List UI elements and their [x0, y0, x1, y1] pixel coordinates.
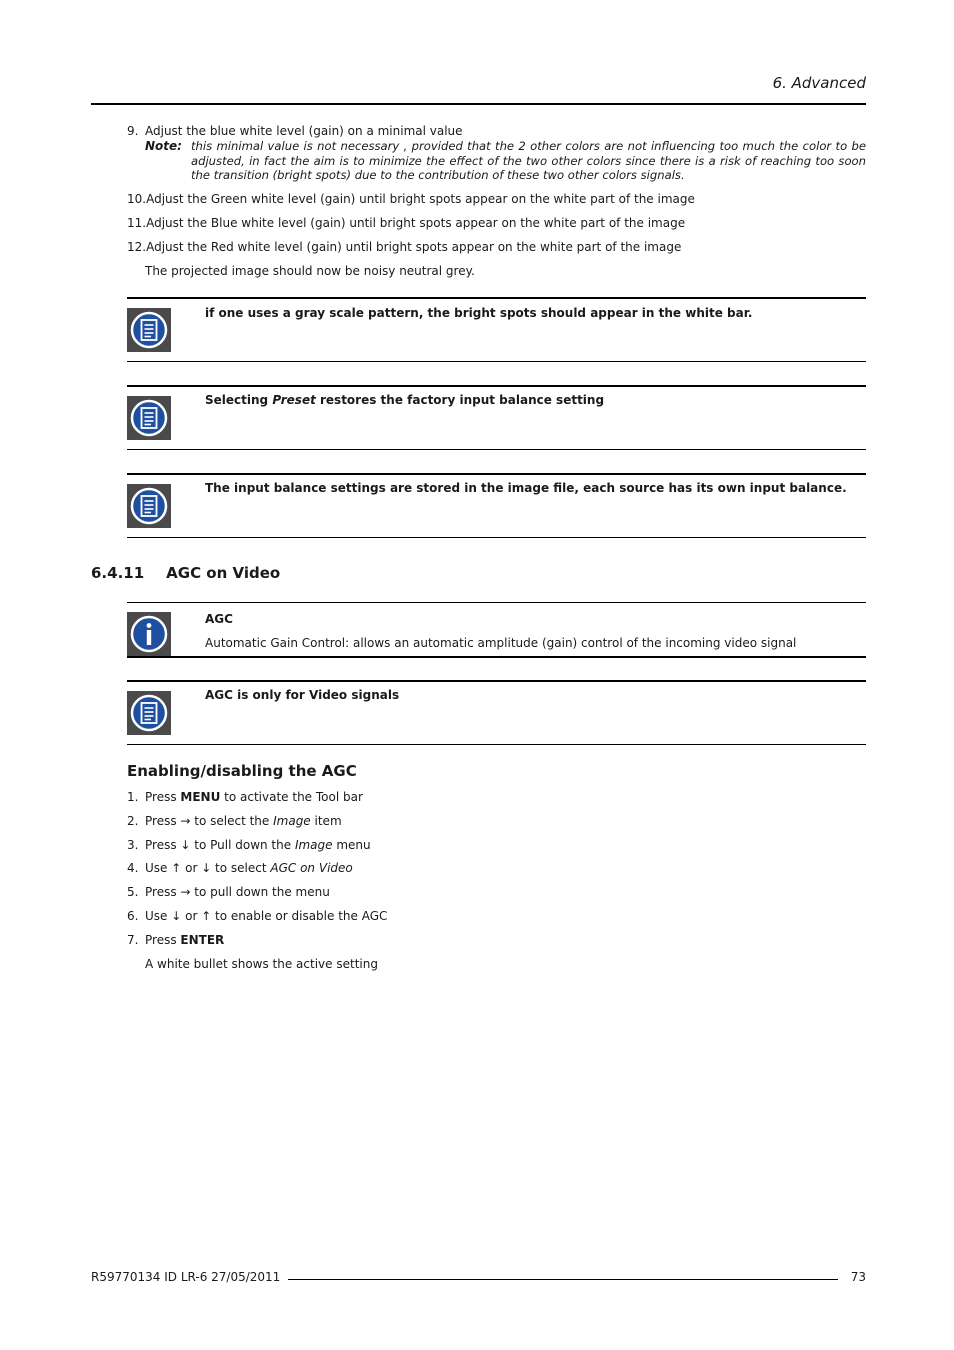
- agc-step: [127, 861, 353, 875]
- step-text: Adjust the Red white level (gain) until bright spots appear on the white part of the image: [146, 240, 682, 254]
- notice-top-rule: [127, 680, 866, 682]
- notice-bottom-rule: [127, 449, 866, 450]
- info-term: AGC: [205, 612, 233, 626]
- agc-step: [127, 933, 224, 947]
- section-title: AGC on Video: [166, 564, 281, 582]
- step-text: Adjust the blue white level (gain) on a minimal value: [145, 124, 463, 138]
- notice-text: [205, 393, 604, 407]
- notice-text: The input balance settings are stored in the image file, each source has its own input balance.: [205, 481, 847, 495]
- menu-item-name: Image: [294, 838, 333, 852]
- step-number: 7.: [127, 933, 139, 947]
- step-text: Adjust the Green white level (gain) until bright spots appear on the white part of the image: [146, 192, 695, 206]
- result-text: The projected image should now be noisy neutral grey.: [145, 264, 475, 278]
- info-definition: Automatic Gain Control: allows an automatic amplitude (gain) control of the incoming video signal: [205, 636, 797, 650]
- section-heading: [91, 564, 280, 582]
- section-number: 6.4.11: [91, 564, 145, 582]
- agc-step: [127, 790, 363, 804]
- menu-item-name: Image: [273, 814, 311, 828]
- step-number: 6.: [127, 909, 139, 923]
- notice-text-part: Selecting: [205, 393, 273, 407]
- document-note-icon: [127, 484, 171, 528]
- notice-text-part: restores the factory input balance setting: [315, 393, 605, 407]
- info-icon: [127, 612, 171, 656]
- document-note-icon: [127, 308, 171, 352]
- step-number: 10.: [127, 192, 147, 206]
- note-text: this minimal value is not necessary , provided that the 2 other colors are not influencing too much the color to be adjusted, in fact the aim is to minimize the effect of the two other colors since there is a risk of reaching too soon the transition (bright spots) due to the contribution of these two other colors signals.: [191, 139, 866, 183]
- step-11: [127, 216, 685, 230]
- step-number: 12.: [127, 240, 147, 254]
- key-name: ENTER: [180, 933, 225, 947]
- footer-rule: [288, 1279, 838, 1280]
- step-text: Press: [145, 933, 181, 947]
- agc-step: [127, 909, 387, 923]
- page-number: 73: [850, 1270, 866, 1284]
- notice-text: if one uses a gray scale pattern, the bright spots should appear in the white bar.: [205, 306, 753, 320]
- step-text: to activate the Tool bar: [220, 790, 363, 804]
- step-text: Press: [145, 790, 181, 804]
- info-top-rule: [127, 602, 866, 603]
- step-number: 9.: [127, 124, 139, 138]
- step-number: 3.: [127, 838, 139, 852]
- notice-bottom-rule: [127, 537, 866, 538]
- step-text: Use ↓ or ↑ to enable or disable the AGC: [145, 909, 388, 923]
- subsection-title: Enabling/disabling the AGC: [127, 762, 357, 780]
- agc-result-text: A white bullet shows the active setting: [145, 957, 378, 971]
- step-text: Adjust the Blue white level (gain) until bright spots appear on the white part of the image: [146, 216, 686, 230]
- notice-text: AGC is only for Video signals: [205, 688, 400, 702]
- agc-step: [127, 885, 330, 899]
- step-text: item: [310, 814, 342, 828]
- agc-step: [127, 814, 342, 828]
- step-number: 1.: [127, 790, 139, 804]
- agc-step: [127, 838, 371, 852]
- notice-top-rule: [127, 297, 866, 299]
- step-text: menu: [332, 838, 371, 852]
- footer-doc-ref: R59770134 ID LR-6 27/05/2011: [91, 1270, 281, 1284]
- step-number: 2.: [127, 814, 139, 828]
- notice-bottom-rule: [127, 744, 866, 745]
- step-number: 4.: [127, 861, 139, 875]
- document-note-icon: [127, 691, 171, 735]
- notice-top-rule: [127, 385, 866, 387]
- step-text: Press → to pull down the menu: [145, 885, 330, 899]
- notice-top-rule: [127, 473, 866, 475]
- step-text: Use ↑ or ↓ to select: [145, 861, 271, 875]
- chapter-title: 6. Advanced: [772, 74, 866, 92]
- step-12: [127, 240, 681, 254]
- step-text: Press → to select the: [145, 814, 274, 828]
- notice-bottom-rule: [127, 361, 866, 362]
- step-number: 5.: [127, 885, 139, 899]
- step-text: Press ↓ to Pull down the: [145, 838, 295, 852]
- note-label: Note:: [145, 139, 182, 153]
- step-number: 11.: [127, 216, 147, 230]
- info-bottom-rule: [127, 656, 866, 658]
- menu-item-name: AGC on Video: [270, 861, 353, 875]
- document-note-icon: [127, 396, 171, 440]
- step-9: [127, 124, 463, 138]
- step-10: [127, 192, 695, 206]
- key-name: MENU: [180, 790, 221, 804]
- header-rule: [91, 103, 866, 105]
- preset-term: Preset: [272, 393, 316, 407]
